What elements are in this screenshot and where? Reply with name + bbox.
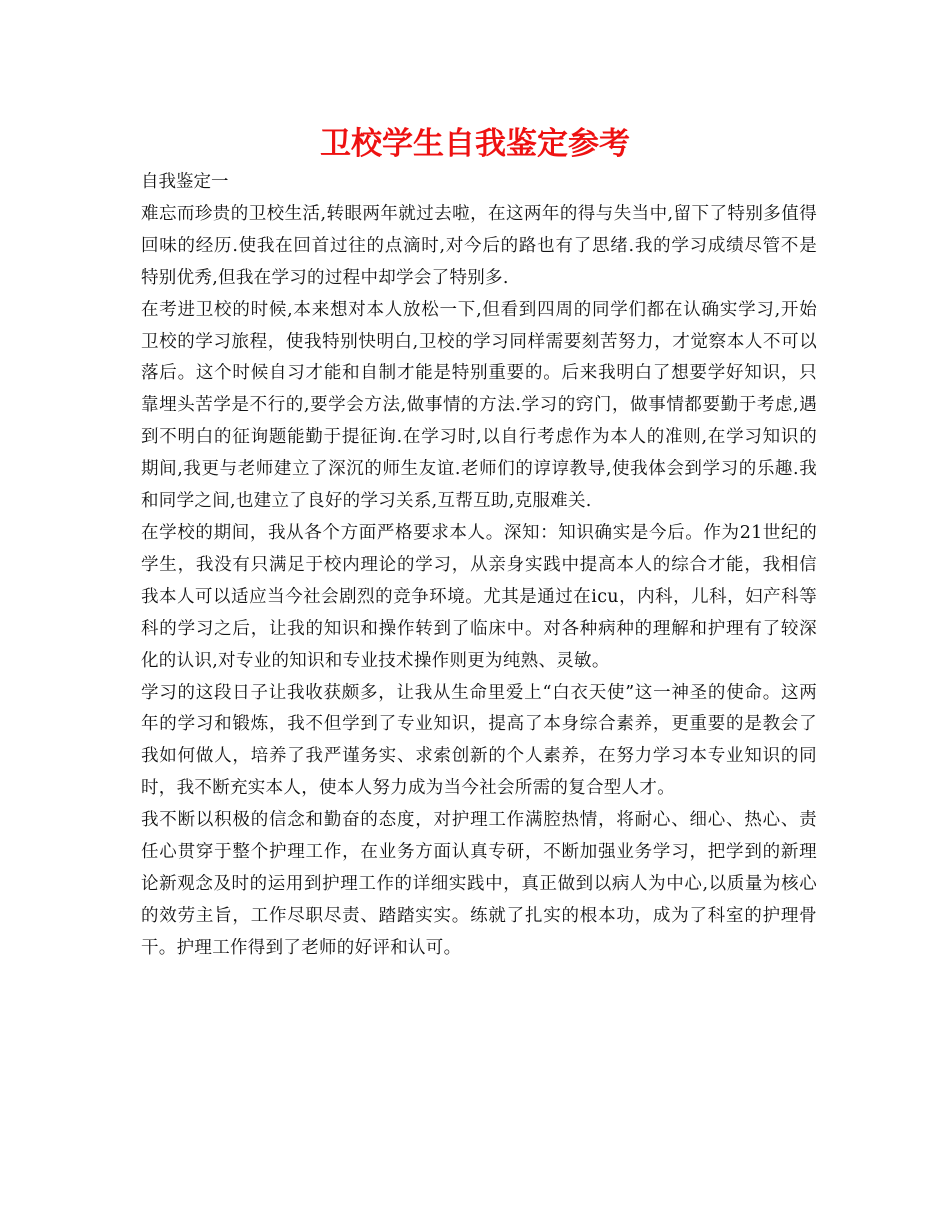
paragraph-2: 在考进卫校的时候,本来想对本人放松一下,但看到四周的同学们都在认确实学习,开始卫校的学习旅程，使我特别快明白,卫校的学习同样需要刻苦努力，才觉察本人不可以落后。这个时候自习才能和自制才能是特别重要的。后来我明白了想要学好知识，只靠埋头苦学是不行的,要学会方法,做事情的方法.学习的窍门，做事情都要勤于考虑,遇到不明白的征询题能勤于提征询.在学习时,以自行考虑作为本人的准则,在学习知识的期间,我更与老师建立了深沉的师生友谊.老师们的谆谆教导,使我体会到学习的乐趣.我和同学之间,也建立了良好的学习关系,互帮互助,克服难关.	[141, 299, 817, 512]
section-heading: 自我鉴定一	[141, 172, 229, 192]
paragraph-4: 学习的这段日子让我收获颇多，让我从生命里爱上“白衣天使”这一神圣的使命。这两年的学习和锻炼，我不但学到了专业知识，提高了本身综合素养，更重要的是教会了我如何做人，培养了我严谨务实、求索创新的个人素养，在努力学习本专业知识的同时，我不断充实本人，使本人努力成为当今社会所需的复合型人才。	[141, 682, 817, 799]
paragraph-1: 难忘而珍贵的卫校生活,转眼两年就过去啦，在这两年的得与失当中,留下了特别多值得回味的经历.使我在回首过往的点滴时,对今后的路也有了思绪.我的学习成绩尽管不是特别优秀,但我在学习的过程中却学会了特别多.	[141, 203, 817, 288]
paragraph-5: 我不断以积极的信念和勤奋的态度，对护理工作满腔热情，将耐心、细心、热心、责任心贯穿于整个护理工作，在业务方面认真专研，不断加强业务学习，把学到的新理论新观念及时的运用到护理工作的详细实践中，真正做到以病人为中心,以质量为核心的效劳主旨，工作尽职尽责、踏踏实实。练就了扎实的根本功，成为了科室的护理骨干。护理工作得到了老师的好评和认可。	[141, 810, 817, 958]
paragraph-3: 在学校的期间，我从各个方面严格要求本人。深知：知识确实是今后。作为21世纪的学生，我没有只满足于校内理论的学习，从亲身实践中提高本人的综合才能，我相信我本人可以适应当今社会剧烈的竞争环境。尤其是通过在icu，内科，儿科，妇产科等科的学习之后，让我的知识和操作转到了临床中。对各种病种的理解和护理有了较深化的认识,对专业的知识和专业技术操作则更为纯熟、灵敏。	[141, 522, 817, 671]
document-body	[141, 167, 817, 965]
document-title: 卫校学生自我鉴定参考	[320, 126, 630, 162]
